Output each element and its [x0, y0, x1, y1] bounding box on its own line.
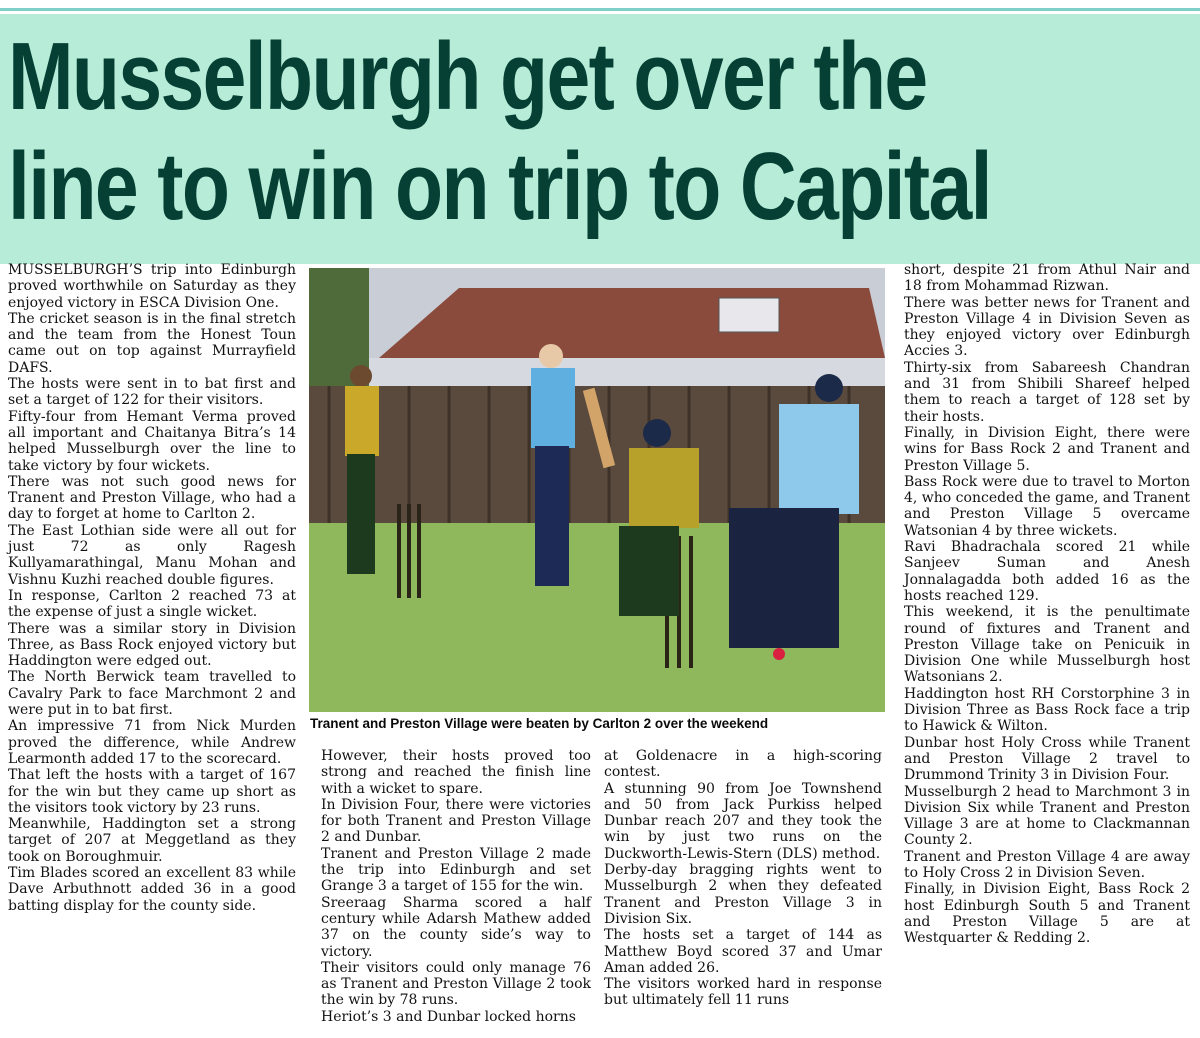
cricket-ball: [773, 648, 785, 660]
article-column-3: [604, 748, 882, 1009]
paragraph: A stunning 90 from Joe Townshend and 50 from Jack Purkiss helped Dunbar reach 207 and they took the win by just two runs on the Duckworth-Lewis-Stern (DLS) method.: [604, 780, 882, 862]
article-column-1: [8, 262, 296, 914]
paragraph: Meanwhile, Haddington set a strong target of 207 at Meggetland as they took on Boroughmuir.: [8, 816, 296, 865]
paragraph: There was a similar story in Division Three, as Bass Rock enjoyed victory but Haddington were edged out.: [8, 620, 296, 670]
article-column-2: [321, 748, 591, 1025]
paragraph: The hosts set a target of 144 as Matthew Boyd scored 37 and Umar Aman added 26.: [604, 927, 882, 976]
paragraph: The hosts were sent in to bat first and set a target of 122 for their visitors.: [8, 376, 296, 409]
umpire-player: [345, 365, 379, 574]
paragraph: Musselburgh 2 head to Marchmont 3 in Division Six while Tranent and Preston Village 3 are at home to Clackmannan County 2.: [904, 783, 1190, 849]
paragraph: Finally, in Division Eight, Bass Rock 2 host Edinburgh South 5 and Tranent and Preston Village 5 are at Westquarter & Redding 2.: [904, 881, 1190, 947]
paragraph: Their visitors could only manage 76 as Tranent and Preston Village 2 took the win by 78 runs.: [321, 959, 591, 1009]
photo-caption: Tranent and Preston Village were beaten by Carlton 2 over the weekend: [310, 716, 769, 731]
paragraph: In response, Carlton 2 reached 73 at the expense of just a single wicket.: [8, 587, 296, 621]
paragraph: Tranent and Preston Village 4 are away to Holy Cross 2 in Division Seven.: [904, 848, 1190, 881]
paragraph: at Goldenacre in a high-scoring contest.: [604, 748, 882, 781]
paragraph: Haddington host RH Corstorphine 3 in Division Three as Bass Rock face a trip to Hawick & Wilton.: [904, 685, 1190, 735]
bowler-player: [531, 344, 575, 586]
paragraph: Tranent and Preston Village 2 made the trip into Edinburgh and set Grange 3 a target of 155 for the win.: [321, 845, 591, 895]
paragraph: The visitors worked hard in response but ultimately fell 11 runs: [604, 976, 882, 1009]
paragraph: Finally, in Division Eight, there were wins for Bass Rock 2 and Tranent and Preston Village 5.: [904, 424, 1190, 474]
paragraph: Fifty-four from Hemant Verma proved all important and Chaitanya Bitra’s 14 helped Musselburgh over the line to take victory by four wickets.: [8, 408, 296, 474]
paragraph: That left the hosts with a target of 167 for the win but they came up short as the visitors took victory by 23 runs.: [8, 767, 296, 816]
paragraph: Tim Blades scored an excellent 83 while Dave Arbuthnott added 36 in a good batting display for the county side.: [8, 864, 296, 914]
paragraph: The East Lothian side were all out for just 72 as only Ragesh Kullyamarathingal, Manu Mohan and Vishnu Kuzhi reached double figures.: [8, 522, 296, 588]
article-column-4: [904, 262, 1190, 946]
paragraph: There was not such good news for Tranent and Preston Village, who had a day to forget at home to Carlton 2.: [8, 473, 296, 523]
headline-line-1: Musselburgh get over the: [8, 23, 927, 130]
paragraph: Bass Rock were due to travel to Morton 4, who conceded the game, and Tranent and Preston Village 5 overcame Watsonian 4 by three wickets.: [904, 473, 1191, 539]
paragraph: Sreeraag Sharma scored a half century while Adarsh Mathew added 37 on the county side’s way to victory.: [321, 894, 591, 960]
paragraph: This weekend, it is the penultimate round of fixtures and Tranent and Preston Village take on Penicuik in Division One while Musselburgh host Watsonians 2.: [904, 604, 1190, 686]
paragraph: Heriot’s 3 and Dunbar locked horns: [321, 1008, 576, 1025]
paragraph: The cricket season is in the final stretch and the team from the Honest Toun came out on top against Murrayfield DAFS.: [8, 310, 296, 376]
headline: [8, 22, 991, 242]
paragraph: However, their hosts proved too strong and reached the finish line with a wicket to spare.: [321, 748, 591, 797]
paragraph: Thirty-six from Sabareesh Chandran and 31 from Shibili Shareef helped them to reach a target of 128 set by their hosts.: [904, 359, 1190, 425]
paragraph: Ravi Bhadrachala scored 21 while Sanjeev Suman and Anesh Jonnalagadda both added 16 as the hosts reached 129.: [904, 539, 1190, 604]
paragraph: MUSSELBURGH’S trip into Edinburgh proved worthwhile on Saturday as they enjoyed victory in ESCA Division One.: [8, 262, 296, 311]
house-lower: [369, 358, 885, 388]
cricket-scene-illustration: [309, 268, 885, 712]
cricket-photo: [309, 268, 885, 712]
paragraph: An impressive 71 from Nick Murden proved the difference, while Andrew Learmonth added 17 to the scorecard.: [8, 718, 296, 767]
paragraph: short, despite 21 from Athul Nair and 18 from Mohammad Rizwan.: [904, 262, 1190, 295]
paragraph: Dunbar host Holy Cross while Tranent and Preston Village 2 travel to Drummond Trinity 3 in Division Four.: [904, 734, 1190, 784]
paragraph: There was better news for Tranent and Preston Village 4 in Division Seven as they enjoyed victory over Edinburgh Accies 3.: [904, 294, 1190, 360]
top-rule: [0, 8, 1200, 11]
paragraph: Derby-day bragging rights went to Musselburgh 2 when they defeated Tranent and Preston Village 3 in Division Six.: [604, 862, 882, 927]
roof-window: [719, 298, 779, 332]
paragraph: In Division Four, there were victories for both Tranent and Preston Village 2 and Dunbar.: [321, 796, 591, 846]
headline-line-2: line to win on trip to Capital: [8, 133, 991, 240]
roof: [379, 288, 885, 358]
paragraph: The North Berwick team travelled to Cavalry Park to face Marchmont 2 and were put in to bat first.: [8, 669, 296, 719]
